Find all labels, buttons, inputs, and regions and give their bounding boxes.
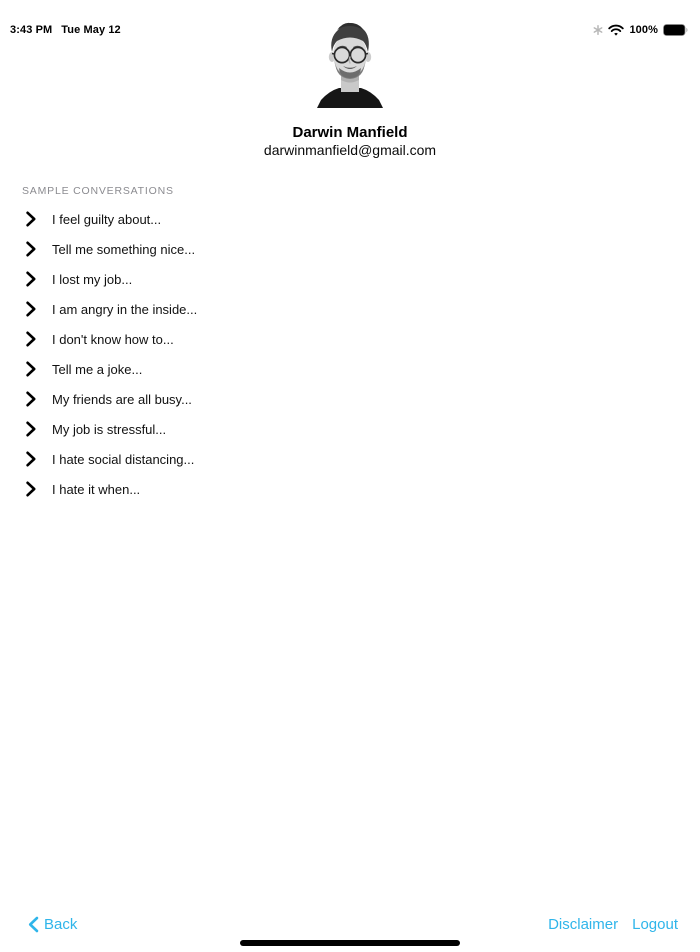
- conversation-label: I hate it when...: [52, 481, 141, 497]
- conversation-item-lost-job[interactable]: [0, 264, 700, 294]
- conversation-item-joke[interactable]: [0, 354, 700, 384]
- bottom-toolbar: [0, 915, 700, 933]
- conversation-label: My friends are all busy...: [52, 391, 192, 407]
- status-time: 3:43 PM: [10, 23, 53, 36]
- conversation-label: Tell me something nice...: [52, 241, 196, 257]
- battery-icon: [663, 24, 688, 36]
- chevron-right-icon: [26, 361, 38, 377]
- conversation-label: Tell me a joke...: [52, 361, 143, 377]
- conversation-item-angry[interactable]: [0, 294, 700, 324]
- chevron-right-icon: [26, 271, 38, 287]
- profile-email: darwinmanfield@gmail.com: [263, 142, 437, 158]
- profile-screen: [0, 18, 700, 952]
- battery-percent: 100%: [629, 23, 658, 36]
- conversation-item-job-stressful[interactable]: [0, 414, 700, 444]
- conversation-label: My job is stressful...: [52, 421, 167, 437]
- conversation-item-dont-know-how[interactable]: [0, 324, 700, 354]
- conversation-label: I lost my job...: [52, 271, 133, 287]
- conversation-item-guilty[interactable]: [0, 204, 700, 234]
- wifi-icon: [608, 24, 624, 36]
- conversation-label: I don't know how to...: [52, 331, 174, 347]
- conversation-item-something-nice[interactable]: [0, 234, 700, 264]
- status-date: Tue May 12: [61, 23, 121, 36]
- chevron-right-icon: [26, 391, 38, 407]
- status-bar: [0, 18, 700, 38]
- conversation-list: [0, 204, 700, 504]
- conversation-item-social-distancing[interactable]: [0, 444, 700, 474]
- chevron-right-icon: [26, 421, 38, 437]
- chevron-right-icon: [26, 451, 38, 467]
- chevron-right-icon: [26, 241, 38, 257]
- home-indicator[interactable]: [240, 940, 460, 946]
- chevron-right-icon: [26, 481, 38, 497]
- conversation-label: I hate social distancing...: [52, 451, 195, 467]
- orientation-lock-icon: [593, 25, 603, 35]
- chevron-right-icon: [26, 301, 38, 317]
- chevron-right-icon: [26, 211, 38, 227]
- profile-name: Darwin Manfield: [292, 124, 408, 141]
- disclaimer-button[interactable]: Disclaimer: [548, 915, 619, 933]
- chevron-right-icon: [26, 331, 38, 347]
- sample-conversations-header: SAMPLE CONVERSATIONS: [22, 185, 174, 197]
- back-button[interactable]: [28, 916, 77, 933]
- conversation-label: I feel guilty about...: [52, 211, 162, 227]
- conversation-label: I am angry in the inside...: [52, 301, 198, 317]
- profile-header: [0, 18, 700, 157]
- chevron-left-icon: [28, 916, 40, 932]
- conversation-item-hate-it-when[interactable]: [0, 474, 700, 504]
- logout-button[interactable]: Logout: [632, 915, 678, 933]
- back-label: Back: [44, 915, 78, 933]
- conversation-item-friends-busy[interactable]: [0, 384, 700, 414]
